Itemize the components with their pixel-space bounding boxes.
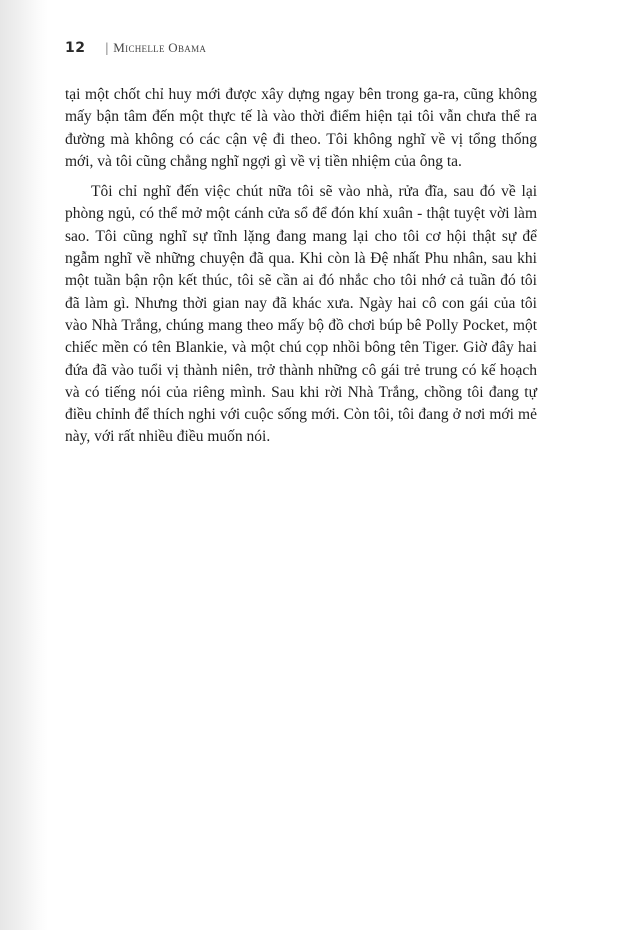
spine-shadow	[0, 0, 48, 930]
page-number: 12	[65, 40, 86, 56]
paragraph: Tôi chỉ nghĩ đến việc chút nữa tôi sẽ vào nhà, rửa đĩa, sau đó về lại phòng ngủ, có thể mở một cánh cửa sổ để đón khí xuân - thật tuyệt vời làm sao. Tôi cũng nghĩ sự tĩnh lặng đang mang lại cho tôi cơ hội thật sự để ngẫm nghĩ về những chuyện đã qua. Khi còn là Đệ nhất Phu nhân, sau khi một tuần bận rộn kết thúc, tôi sẽ cần ai đó nhắc cho tôi nhớ cả tuần đó tôi đã làm gì. Nhưng thời gian nay đã khác xưa. Ngày hai cô con gái của tôi vào Nhà Trắng, chúng mang theo mấy bộ đồ chơi búp bê Polly Pocket, một chiếc mền có tên Blankie, và một chú cọp nhồi bông tên Tiger. Giờ đây hai đứa đã vào tuổi vị thành niên, trở thành những cô gái trẻ trung có kế hoạch và có tiếng nói của riêng mình. Sau khi rời Nhà Trắng, chồng tôi đang tự điều chỉnh để thích nghi với cuộc sống mới. Còn tôi, tôi đang ở nơi mới mẻ này, với rất nhiều điều muốn nói.	[65, 183, 537, 446]
running-head	[65, 40, 206, 60]
header-separator: |	[105, 41, 109, 56]
paragraph: tại một chốt chỉ huy mới được xây dựng ngay bên trong ga-ra, cũng không mấy bận tâm đến một thực tế là vào thời điểm hiện tại tôi vẫn chưa thể ra đường mà không có các cận vệ đi theo. Tôi không nghĩ về vị tổng thống mới, và tôi cũng chẳng nghĩ ngợi gì về vị tiền nhiệm của ông ta.	[65, 86, 537, 170]
body-text	[65, 84, 537, 449]
author-name: Michelle Obama	[113, 40, 207, 55]
